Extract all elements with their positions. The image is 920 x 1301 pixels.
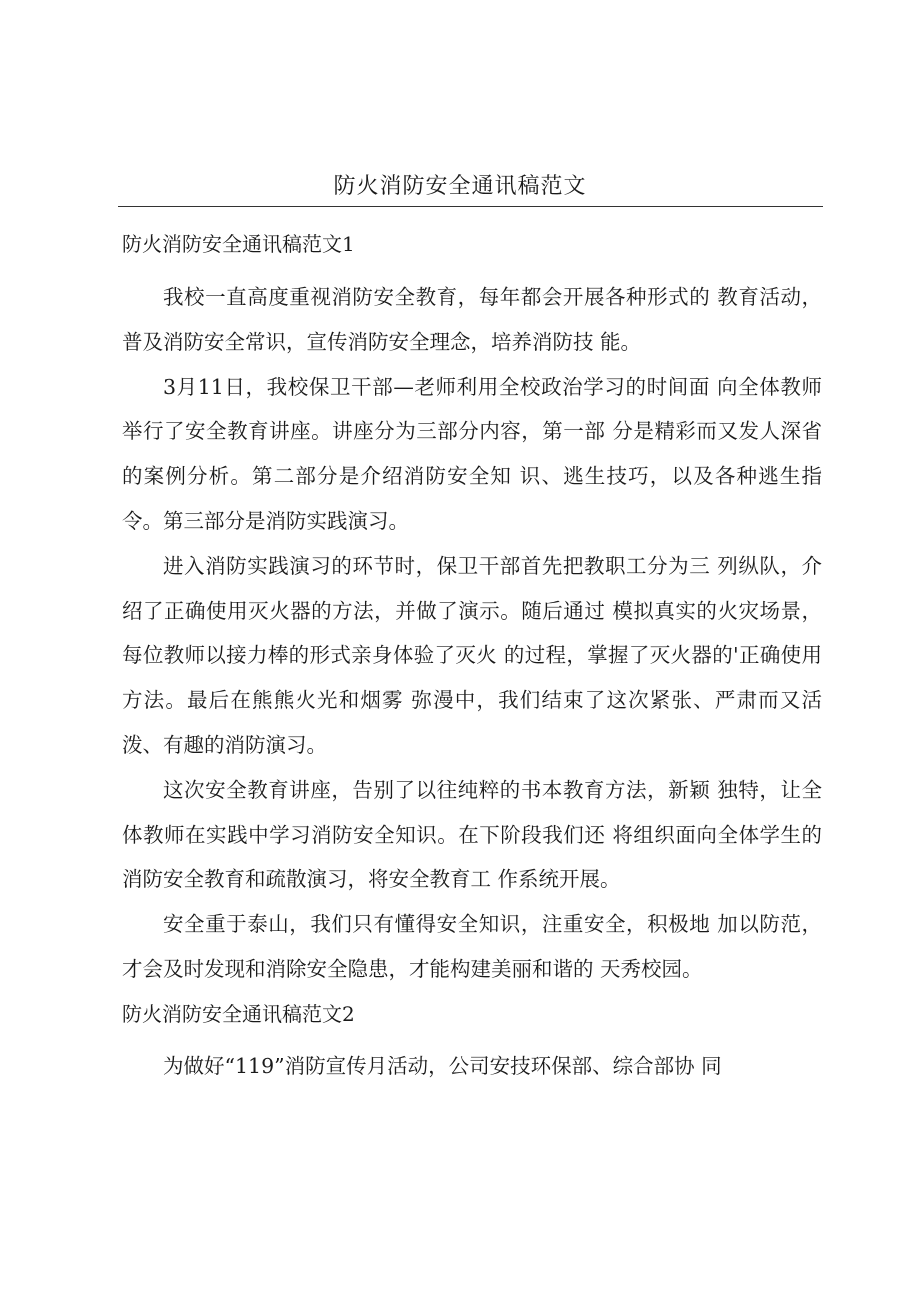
paragraph: 安全重于泰山，我们只有懂得安全知识，注重安全，积极地 加以防范，才会及时发现和消除安全隐患，才能构建美丽和谐的 天秀校园。 (122, 912, 822, 981)
paragraph: 进入消防实践演习的环节时，保卫干部首先把教职工分为三 列纵队，介绍了正确使用灭火器的方法，并做了演示。随后通过 模拟真实的火灾场景，每位教师以接力棒的形式亲身体验了灭火 的过程，掌握了灭火器的'正确使用方法。最后在熊熊火光和烟雾 弥漫中，我们结束了这次紧张、严肃而又活泼、有趣的消防演习。 (122, 553, 822, 757)
paragraph: 为做好“119”消防宣传月活动，公司安技环保部、综合部协 同 (163, 1053, 722, 1078)
section-heading-2: 防火消防安全通讯稿范文2 (122, 1001, 355, 1026)
paragraph: 我校一直高度重视消防安全教育，每年都会开展各种形式的 教育活动，普及消防安全常识，宣传消防安全理念，培养消防技 能。 (122, 285, 822, 354)
document-body (122, 222, 822, 1089)
title-divider (118, 206, 823, 207)
section-heading-1: 防火消防安全通讯稿范文1 (122, 232, 355, 256)
paragraph: 这次安全教育讲座，告别了以往纯粹的书本教育方法，新颖 独特，让全体教师在实践中学习消防安全知识。在下阶段我们还 将组织面向全体学生的消防安全教育和疏散演习，将安全教育工 作系统开展。 (122, 777, 822, 892)
paragraph: 3月11日，我校保卫干部—老师利用全校政治学习的时间面 向全体教师举行了安全教育讲座。讲座分为三部分内容，第一部 分是精彩而又发人深省的案例分析。第二部分是介绍消防安全知 识、逃生技巧，以及各种逃生指令。第三部分是消防实践演习。 (122, 374, 822, 533)
page-title: 防火消防安全通讯稿范文 (333, 174, 587, 199)
